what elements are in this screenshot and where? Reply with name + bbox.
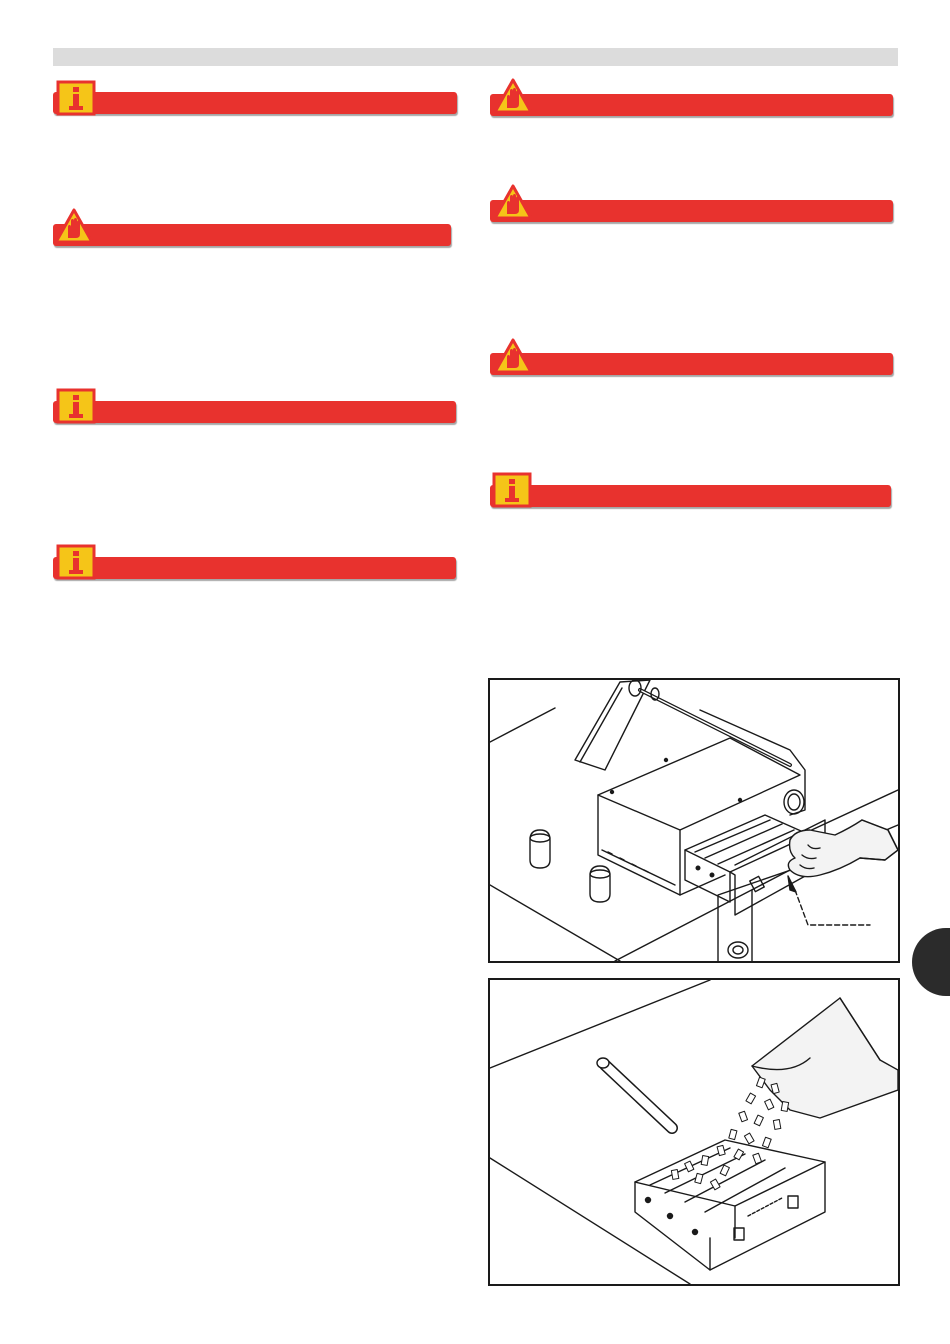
warning-banner-1	[53, 224, 451, 246]
info-banner-2	[53, 401, 456, 423]
warning-banner-3	[490, 200, 893, 222]
pellet-filling-figure	[488, 978, 900, 1286]
warning-banner-4	[490, 353, 893, 375]
info-banner-1	[53, 92, 457, 114]
info-icon	[56, 388, 96, 424]
header-bar	[53, 48, 898, 66]
stop-hand-icon	[493, 338, 533, 374]
drawer-removal-figure	[488, 678, 900, 963]
stop-hand-icon	[493, 184, 533, 220]
stop-hand-icon	[493, 78, 533, 114]
warning-banner-2	[490, 94, 893, 116]
stop-hand-icon	[54, 208, 94, 244]
info-icon	[56, 80, 96, 116]
section-tab	[912, 928, 950, 996]
info-icon	[56, 544, 96, 580]
info-banner-4	[490, 485, 891, 507]
info-banner-3	[53, 557, 456, 579]
info-icon	[492, 472, 532, 508]
